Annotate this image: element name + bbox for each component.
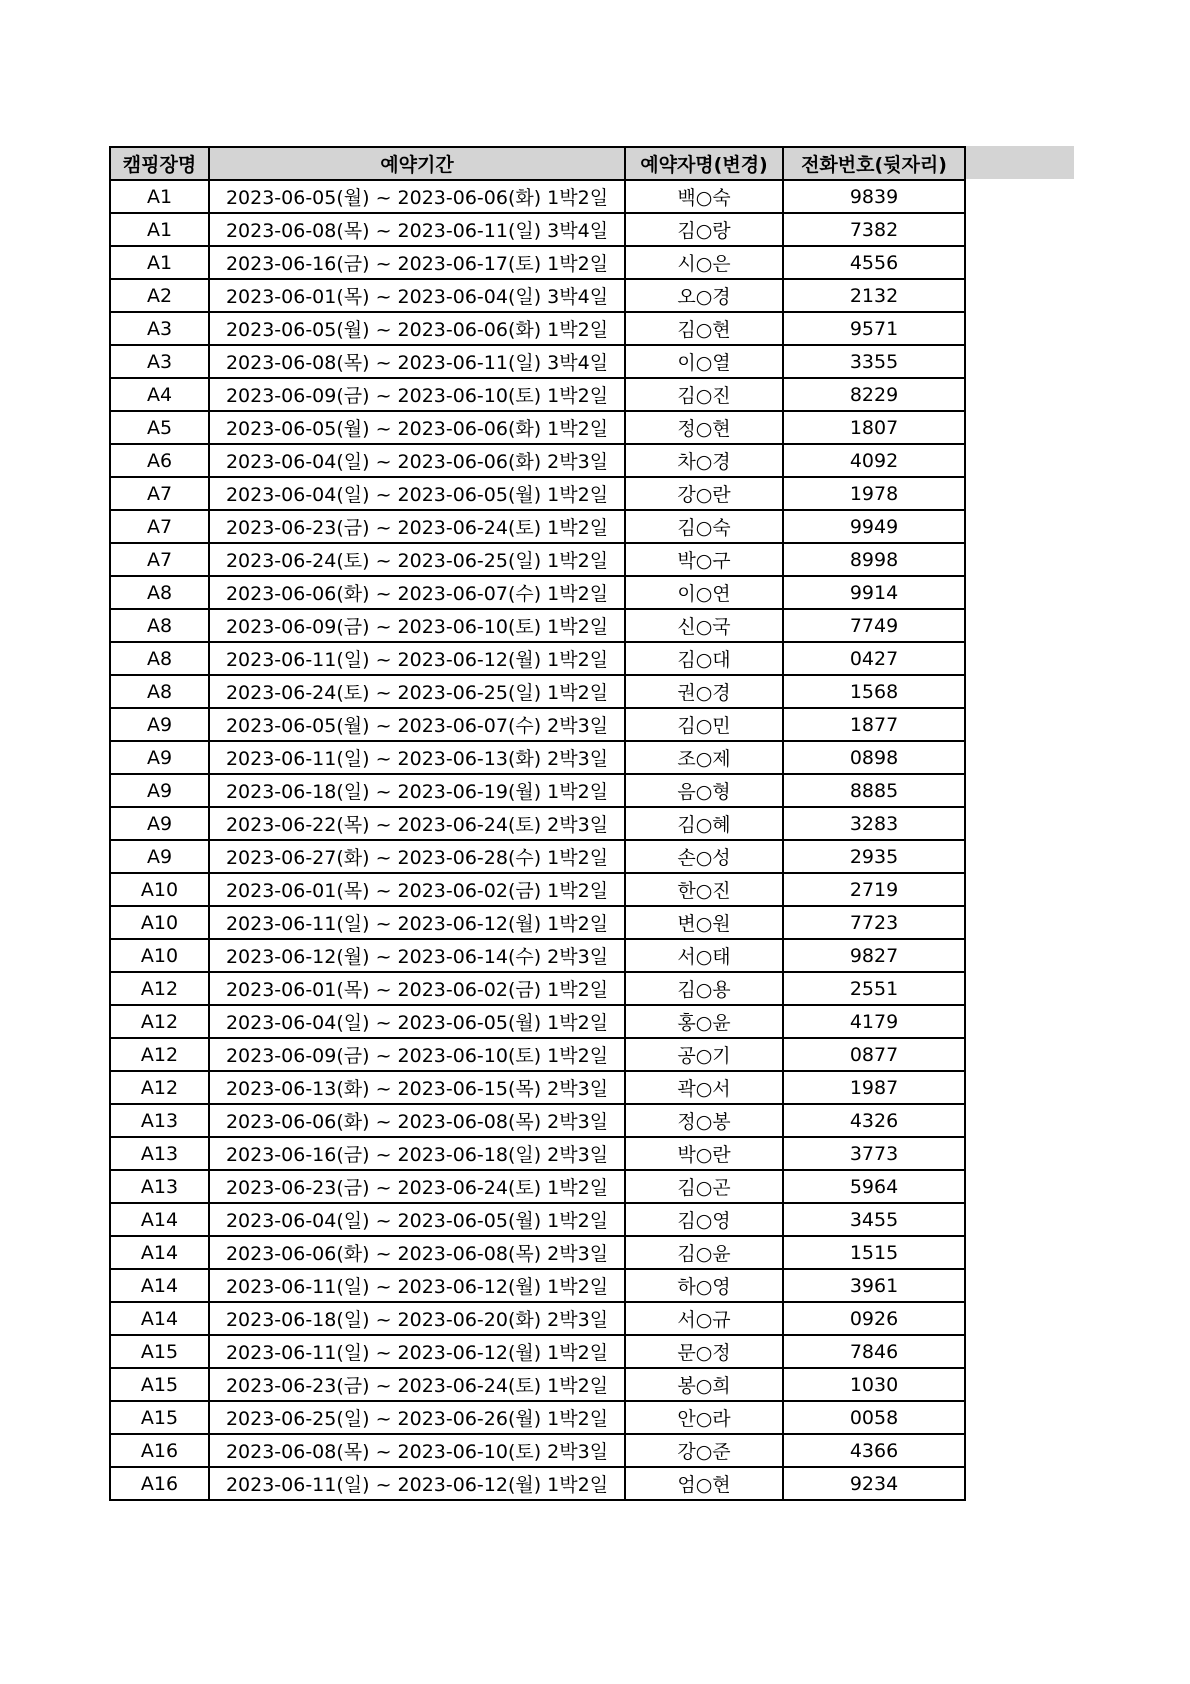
cell-reserver: 정○봉 [625, 1104, 783, 1137]
cell-phone: 1987 [783, 1071, 965, 1104]
cell-phone: 8998 [783, 543, 965, 576]
table-row [110, 444, 965, 477]
cell-campsite: A10 [110, 939, 209, 972]
cell-reserver: 정○현 [625, 411, 783, 444]
cell-phone: 3283 [783, 807, 965, 840]
table-row [110, 543, 965, 576]
cell-campsite: A14 [110, 1203, 209, 1236]
header-period: 예약기간 [209, 147, 625, 180]
cell-period: 2023-06-09(금) ~ 2023-06-10(토) 1박2일 [209, 609, 625, 642]
cell-reserver: 김○현 [625, 312, 783, 345]
cell-phone: 9914 [783, 576, 965, 609]
cell-phone: 4556 [783, 246, 965, 279]
table-row [110, 1335, 965, 1368]
cell-reserver: 서○태 [625, 939, 783, 972]
cell-period: 2023-06-11(일) ~ 2023-06-12(월) 1박2일 [209, 906, 625, 939]
cell-reserver: 김○민 [625, 708, 783, 741]
table-row [110, 576, 965, 609]
header-row [110, 147, 965, 180]
cell-campsite: A5 [110, 411, 209, 444]
cell-period: 2023-06-23(금) ~ 2023-06-24(토) 1박2일 [209, 1368, 625, 1401]
cell-reserver: 김○곤 [625, 1170, 783, 1203]
cell-campsite: A1 [110, 246, 209, 279]
cell-period: 2023-06-09(금) ~ 2023-06-10(토) 1박2일 [209, 1038, 625, 1071]
cell-period: 2023-06-24(토) ~ 2023-06-25(일) 1박2일 [209, 543, 625, 576]
table-row [110, 1005, 965, 1038]
table-row [110, 246, 965, 279]
cell-phone: 1877 [783, 708, 965, 741]
cell-reserver: 홍○윤 [625, 1005, 783, 1038]
cell-period: 2023-06-09(금) ~ 2023-06-10(토) 1박2일 [209, 378, 625, 411]
cell-period: 2023-06-16(금) ~ 2023-06-17(토) 1박2일 [209, 246, 625, 279]
cell-campsite: A12 [110, 1005, 209, 1038]
cell-phone: 0926 [783, 1302, 965, 1335]
cell-phone: 7723 [783, 906, 965, 939]
cell-campsite: A15 [110, 1335, 209, 1368]
table-row [110, 774, 965, 807]
table-row [110, 1236, 965, 1269]
table-row [110, 873, 965, 906]
cell-phone: 3355 [783, 345, 965, 378]
cell-reserver: 한○진 [625, 873, 783, 906]
cell-period: 2023-06-01(목) ~ 2023-06-02(금) 1박2일 [209, 972, 625, 1005]
cell-phone: 1515 [783, 1236, 965, 1269]
cell-campsite: A8 [110, 576, 209, 609]
cell-campsite: A10 [110, 873, 209, 906]
cell-period: 2023-06-05(월) ~ 2023-06-07(수) 2박3일 [209, 708, 625, 741]
table-row [110, 477, 965, 510]
table-row [110, 1038, 965, 1071]
cell-campsite: A14 [110, 1236, 209, 1269]
cell-reserver: 차○경 [625, 444, 783, 477]
cell-phone: 5964 [783, 1170, 965, 1203]
cell-phone: 9234 [783, 1467, 965, 1500]
cell-campsite: A8 [110, 609, 209, 642]
cell-period: 2023-06-05(월) ~ 2023-06-06(화) 1박2일 [209, 180, 625, 213]
table-row [110, 312, 965, 345]
table-row [110, 807, 965, 840]
cell-campsite: A7 [110, 543, 209, 576]
cell-period: 2023-06-04(일) ~ 2023-06-06(화) 2박3일 [209, 444, 625, 477]
cell-reserver: 공○기 [625, 1038, 783, 1071]
cell-campsite: A1 [110, 213, 209, 246]
cell-campsite: A9 [110, 807, 209, 840]
cell-campsite: A7 [110, 477, 209, 510]
cell-phone: 3455 [783, 1203, 965, 1236]
cell-campsite: A15 [110, 1368, 209, 1401]
cell-period: 2023-06-12(월) ~ 2023-06-14(수) 2박3일 [209, 939, 625, 972]
table-row [110, 675, 965, 708]
cell-period: 2023-06-05(월) ~ 2023-06-06(화) 1박2일 [209, 312, 625, 345]
table-row [110, 411, 965, 444]
cell-campsite: A14 [110, 1302, 209, 1335]
cell-reserver: 봉○희 [625, 1368, 783, 1401]
cell-period: 2023-06-11(일) ~ 2023-06-12(월) 1박2일 [209, 1335, 625, 1368]
cell-campsite: A13 [110, 1170, 209, 1203]
cell-reserver: 조○제 [625, 741, 783, 774]
cell-phone: 0427 [783, 642, 965, 675]
cell-campsite: A1 [110, 180, 209, 213]
cell-campsite: A9 [110, 708, 209, 741]
cell-phone: 1568 [783, 675, 965, 708]
cell-phone: 9839 [783, 180, 965, 213]
cell-campsite: A3 [110, 345, 209, 378]
cell-campsite: A9 [110, 774, 209, 807]
cell-period: 2023-06-23(금) ~ 2023-06-24(토) 1박2일 [209, 1170, 625, 1203]
cell-campsite: A6 [110, 444, 209, 477]
cell-period: 2023-06-06(화) ~ 2023-06-07(수) 1박2일 [209, 576, 625, 609]
cell-reserver: 김○영 [625, 1203, 783, 1236]
cell-period: 2023-06-11(일) ~ 2023-06-13(화) 2박3일 [209, 741, 625, 774]
cell-reserver: 하○영 [625, 1269, 783, 1302]
cell-reserver: 변○원 [625, 906, 783, 939]
table-row [110, 1137, 965, 1170]
cell-phone: 2719 [783, 873, 965, 906]
cell-reserver: 엄○현 [625, 1467, 783, 1500]
cell-period: 2023-06-08(목) ~ 2023-06-11(일) 3박4일 [209, 345, 625, 378]
table-row [110, 1269, 965, 1302]
table-row [110, 213, 965, 246]
table-row [110, 1467, 965, 1500]
cell-phone: 7846 [783, 1335, 965, 1368]
cell-phone: 0898 [783, 741, 965, 774]
cell-reserver: 백○숙 [625, 180, 783, 213]
cell-reserver: 곽○서 [625, 1071, 783, 1104]
cell-phone: 9571 [783, 312, 965, 345]
cell-period: 2023-06-06(화) ~ 2023-06-08(목) 2박3일 [209, 1236, 625, 1269]
cell-campsite: A12 [110, 1071, 209, 1104]
cell-period: 2023-06-11(일) ~ 2023-06-12(월) 1박2일 [209, 1269, 625, 1302]
cell-period: 2023-06-01(목) ~ 2023-06-04(일) 3박4일 [209, 279, 625, 312]
cell-reserver: 안○라 [625, 1401, 783, 1434]
cell-campsite: A4 [110, 378, 209, 411]
cell-period: 2023-06-05(월) ~ 2023-06-06(화) 1박2일 [209, 411, 625, 444]
cell-campsite: A2 [110, 279, 209, 312]
cell-reserver: 강○란 [625, 477, 783, 510]
cell-phone: 1978 [783, 477, 965, 510]
cell-period: 2023-06-13(화) ~ 2023-06-15(목) 2박3일 [209, 1071, 625, 1104]
cell-phone: 2935 [783, 840, 965, 873]
cell-phone: 8229 [783, 378, 965, 411]
cell-phone: 4179 [783, 1005, 965, 1038]
table-row [110, 939, 965, 972]
table-row [110, 609, 965, 642]
table-row [110, 510, 965, 543]
header-phone: 전화번호(뒷자리) [783, 147, 965, 180]
cell-campsite: A8 [110, 642, 209, 675]
table-row [110, 906, 965, 939]
cell-reserver: 문○정 [625, 1335, 783, 1368]
cell-campsite: A3 [110, 312, 209, 345]
table-row [110, 741, 965, 774]
cell-period: 2023-06-18(일) ~ 2023-06-20(화) 2박3일 [209, 1302, 625, 1335]
table-row [110, 1071, 965, 1104]
cell-reserver: 김○대 [625, 642, 783, 675]
header-campsite: 캠핑장명 [110, 147, 209, 180]
cell-period: 2023-06-04(일) ~ 2023-06-05(월) 1박2일 [209, 1005, 625, 1038]
cell-campsite: A10 [110, 906, 209, 939]
cell-campsite: A16 [110, 1434, 209, 1467]
cell-reserver: 시○은 [625, 246, 783, 279]
cell-campsite: A13 [110, 1104, 209, 1137]
cell-reserver: 강○준 [625, 1434, 783, 1467]
cell-campsite: A9 [110, 840, 209, 873]
cell-campsite: A15 [110, 1401, 209, 1434]
cell-reserver: 오○경 [625, 279, 783, 312]
table-row [110, 378, 965, 411]
cell-campsite: A8 [110, 675, 209, 708]
cell-phone: 9827 [783, 939, 965, 972]
table-row [110, 1170, 965, 1203]
cell-reserver: 김○진 [625, 378, 783, 411]
table-body [110, 180, 965, 1500]
cell-period: 2023-06-01(목) ~ 2023-06-02(금) 1박2일 [209, 873, 625, 906]
cell-phone: 3773 [783, 1137, 965, 1170]
table-row [110, 1401, 965, 1434]
cell-phone: 7382 [783, 213, 965, 246]
table-row [110, 279, 965, 312]
table-row [110, 180, 965, 213]
cell-period: 2023-06-04(일) ~ 2023-06-05(월) 1박2일 [209, 1203, 625, 1236]
table-header [110, 147, 965, 180]
header-reserver: 예약자명(변경) [625, 147, 783, 180]
cell-period: 2023-06-16(금) ~ 2023-06-18(일) 2박3일 [209, 1137, 625, 1170]
table-row [110, 1302, 965, 1335]
table-row [110, 1104, 965, 1137]
cell-phone: 0877 [783, 1038, 965, 1071]
cell-phone: 4326 [783, 1104, 965, 1137]
cell-reserver: 김○혜 [625, 807, 783, 840]
cell-campsite: A9 [110, 741, 209, 774]
cell-campsite: A12 [110, 972, 209, 1005]
cell-period: 2023-06-27(화) ~ 2023-06-28(수) 1박2일 [209, 840, 625, 873]
table-row [110, 345, 965, 378]
cell-reserver: 서○규 [625, 1302, 783, 1335]
cell-period: 2023-06-08(목) ~ 2023-06-10(토) 2박3일 [209, 1434, 625, 1467]
table-row [110, 1434, 965, 1467]
cell-campsite: A16 [110, 1467, 209, 1500]
cell-period: 2023-06-11(일) ~ 2023-06-12(월) 1박2일 [209, 642, 625, 675]
cell-period: 2023-06-25(일) ~ 2023-06-26(월) 1박2일 [209, 1401, 625, 1434]
cell-period: 2023-06-11(일) ~ 2023-06-12(월) 1박2일 [209, 1467, 625, 1500]
cell-reserver: 신○국 [625, 609, 783, 642]
cell-reserver: 권○경 [625, 675, 783, 708]
cell-phone: 7749 [783, 609, 965, 642]
cell-reserver: 이○열 [625, 345, 783, 378]
cell-campsite: A12 [110, 1038, 209, 1071]
cell-period: 2023-06-23(금) ~ 2023-06-24(토) 1박2일 [209, 510, 625, 543]
cell-phone: 8885 [783, 774, 965, 807]
cell-reserver: 김○랑 [625, 213, 783, 246]
cell-phone: 2132 [783, 279, 965, 312]
cell-campsite: A14 [110, 1269, 209, 1302]
table-row [110, 642, 965, 675]
table-row [110, 840, 965, 873]
cell-phone: 4366 [783, 1434, 965, 1467]
cell-phone: 1030 [783, 1368, 965, 1401]
table-row [110, 972, 965, 1005]
cell-reserver: 김○숙 [625, 510, 783, 543]
cell-period: 2023-06-22(목) ~ 2023-06-24(토) 2박3일 [209, 807, 625, 840]
cell-reserver: 박○구 [625, 543, 783, 576]
cell-phone: 1807 [783, 411, 965, 444]
cell-reserver: 손○성 [625, 840, 783, 873]
reservation-table [109, 146, 966, 1501]
cell-period: 2023-06-18(일) ~ 2023-06-19(월) 1박2일 [209, 774, 625, 807]
table-row [110, 1203, 965, 1236]
cell-period: 2023-06-04(일) ~ 2023-06-05(월) 1박2일 [209, 477, 625, 510]
cell-reserver: 이○연 [625, 576, 783, 609]
cell-phone: 9949 [783, 510, 965, 543]
cell-campsite: A13 [110, 1137, 209, 1170]
cell-phone: 2551 [783, 972, 965, 1005]
cell-period: 2023-06-08(목) ~ 2023-06-11(일) 3박4일 [209, 213, 625, 246]
cell-reserver: 박○란 [625, 1137, 783, 1170]
table-row [110, 708, 965, 741]
cell-phone: 3961 [783, 1269, 965, 1302]
table-row [110, 1368, 965, 1401]
cell-reserver: 음○형 [625, 774, 783, 807]
cell-reserver: 김○윤 [625, 1236, 783, 1269]
cell-period: 2023-06-24(토) ~ 2023-06-25(일) 1박2일 [209, 675, 625, 708]
cell-period: 2023-06-06(화) ~ 2023-06-08(목) 2박3일 [209, 1104, 625, 1137]
cell-phone: 4092 [783, 444, 965, 477]
cell-reserver: 김○용 [625, 972, 783, 1005]
cell-phone: 0058 [783, 1401, 965, 1434]
cell-campsite: A7 [110, 510, 209, 543]
